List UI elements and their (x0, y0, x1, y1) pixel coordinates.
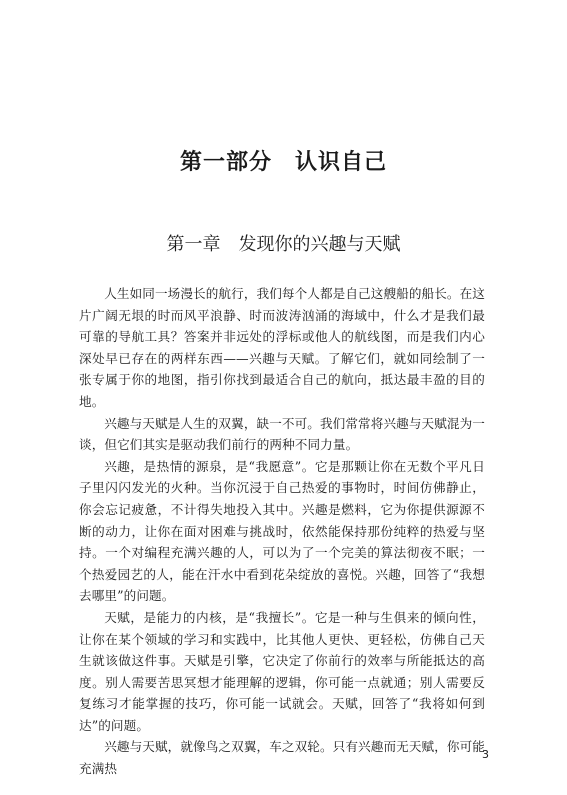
paragraph: 兴趣与天赋是人生的双翼，缺一不可。我们常常将兴趣与天赋混为一谈，但它们其实是驱动我们前行的两种不同力量。 (79, 415, 485, 453)
paragraph: 人生如同一场漫长的航行，我们每个人都是自己这艘船的船长。在这片广阔无垠的时而风平浪静、时而波涛汹涌的海域中，什么才是我们最可靠的导航工具？答案并非远处的浮标或他人的航线图，而是我们内心深处早已存在的两样东西——兴趣与天赋。了解它们，就如同绘制了一张专属于你的地图，指引你找到最适合自己的航向，抵达最丰盈的目的地。 (79, 286, 485, 409)
paragraph: 兴趣与天赋，就像鸟之双翼，车之双轮。只有兴趣而无天赋，你可能充满热 (79, 739, 485, 777)
paragraph: 天赋，是能力的内核，是“我擅长”。它是一种与生俱来的倾向性，让你在某个领域的学习和实践中，比其他人更快、更轻松，仿佛自己天生就该做这件事。天赋是引擎，它决定了你前行的效率与所能抵达的高度。别人需要苦思冥想才能理解的逻辑，你可能一点就通；别人需要反复练习才能掌握的技巧，你可能一试就会。天赋，回答了“我将如何到达”的问题。 (79, 609, 485, 733)
part-title: 第一部分 认识自己 (179, 150, 387, 175)
paragraph: 兴趣，是热情的源泉，是“我愿意”。它是那颗让你在无数个平凡日子里闪闪发光的火种。当你沉浸于自己热爱的事物时，时间仿佛静止，你会忘记疲惫，不计得失地投入其中。兴趣是燃料，它为你提供源源不断的动力，让你在面对困难与挑战时，依然能保持那份纯粹的热爱与坚持。一个对编程充满兴趣的人，可以为了一个完美的算法彻夜不眠；一个热爱园艺的人，能在汗水中看到花朵绽放的喜悦。兴趣，回答了“我想去哪里”的问题。 (79, 458, 485, 604)
body-text (79, 283, 485, 780)
chapter-title: 第一章 发现你的兴趣与天赋 (166, 234, 401, 255)
page-number: 3 (482, 748, 489, 761)
